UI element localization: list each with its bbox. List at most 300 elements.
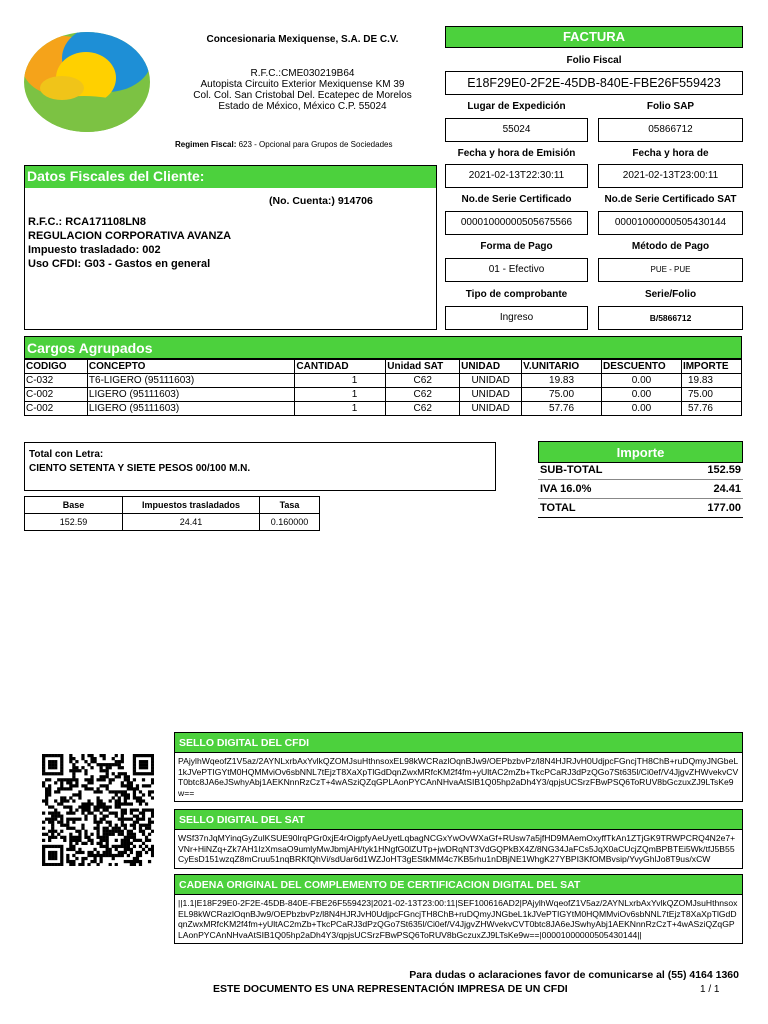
qr-module — [75, 769, 78, 772]
qr-module — [139, 754, 142, 757]
qr-module — [48, 772, 51, 775]
qr-module — [93, 815, 96, 818]
company-name: Concesionaria Mexiquense, S.A. DE C.V. — [206, 34, 399, 45]
qr-module — [133, 857, 136, 860]
qr-module — [84, 808, 87, 811]
qr-module — [75, 778, 78, 781]
qr-module — [90, 757, 93, 760]
qr-module — [100, 842, 103, 845]
qr-module — [48, 830, 51, 833]
qr-module — [45, 778, 48, 781]
col-concepto: CONCEPTO — [87, 360, 295, 374]
qr-module — [63, 796, 66, 799]
qr-module — [145, 836, 148, 839]
fecha-emision-label: Fecha y hora de Emisión — [457, 148, 576, 159]
qr-module — [90, 842, 93, 845]
qr-module — [109, 763, 112, 766]
qr-module — [72, 863, 75, 866]
qr-module — [124, 860, 127, 863]
qr-module — [60, 860, 63, 863]
footer-contacto: Para dudas o aclaraciones favor de comunicarse al (55) 4164 1360 — [409, 969, 739, 981]
qr-module — [136, 839, 139, 842]
qr-module — [121, 790, 124, 793]
col-unidad: UNIDAD — [460, 360, 522, 374]
qr-module — [48, 790, 51, 793]
qr-module — [109, 812, 112, 815]
qr-module — [60, 848, 63, 851]
qr-module — [100, 769, 103, 772]
qr-module — [60, 766, 63, 769]
qr-module — [151, 812, 154, 815]
qr-module — [90, 781, 93, 784]
qr-module — [112, 796, 115, 799]
cell-importe: 19.83 — [681, 374, 741, 388]
qr-module — [133, 833, 136, 836]
qr-module — [127, 793, 130, 796]
qr-module — [142, 824, 145, 827]
qr-module — [133, 772, 136, 775]
qr-module — [124, 851, 127, 854]
qr-module — [57, 863, 60, 866]
qr-module — [96, 808, 99, 811]
qr-module — [54, 815, 57, 818]
qr-module — [151, 754, 154, 757]
qr-module — [54, 851, 57, 854]
page-number: 1 / 1 — [700, 984, 720, 995]
qr-module — [109, 766, 112, 769]
regimen-value: 623 - Opcional para Grupos de Sociedades — [238, 140, 393, 149]
qr-module — [69, 769, 72, 772]
cliente-nombre: REGULACION CORPORATIVA AVANZA — [28, 230, 232, 242]
qr-module — [78, 836, 81, 839]
qr-module — [84, 769, 87, 772]
qr-module — [133, 839, 136, 842]
qr-module — [51, 772, 54, 775]
folio-sap-value: 05866712 — [598, 118, 743, 142]
qr-module — [75, 839, 78, 842]
qr-module — [51, 836, 54, 839]
qr-module — [145, 851, 148, 854]
qr-module — [139, 854, 142, 857]
regimen-label: Regimen Fiscal: — [175, 140, 237, 149]
cell-v-unitario: 19.83 — [522, 374, 602, 388]
qr-module — [142, 833, 145, 836]
qr-module — [103, 802, 106, 805]
forma-pago-value: 01 - Efectivo — [445, 258, 588, 282]
qr-module — [100, 818, 103, 821]
qr-module — [118, 845, 121, 848]
qr-module — [133, 754, 136, 757]
qr-module — [48, 851, 51, 854]
qr-module — [145, 766, 148, 769]
cell-importe: 75.00 — [681, 388, 741, 402]
qr-module — [48, 787, 51, 790]
col-impuestos-trasladados: Impuestos trasladados — [123, 497, 260, 514]
qr-module — [75, 760, 78, 763]
qr-module — [42, 851, 45, 854]
table-row — [25, 514, 320, 531]
qr-module — [121, 766, 124, 769]
qr-module — [87, 778, 90, 781]
qr-module — [151, 763, 154, 766]
qr-module — [75, 851, 78, 854]
total-letra-value: CIENTO SETENTA Y SIETE PESOS 00/100 M.N. — [29, 463, 251, 474]
subtotal-row — [538, 460, 743, 480]
qr-module — [118, 854, 121, 857]
qr-module — [57, 845, 60, 848]
qr-module — [51, 827, 54, 830]
qr-module — [124, 848, 127, 851]
qr-module — [142, 760, 145, 763]
qr-module — [103, 854, 106, 857]
qr-module — [133, 769, 136, 772]
qr-module — [60, 769, 63, 772]
qr-module — [133, 824, 136, 827]
serie-certificado-sat-value: 00001000000505430144 — [598, 211, 743, 235]
cadena-original-text: ||1.1|E18F29E0-2F2E-45DB-840E-FBE26F559423|2021-02-13T23:00:11|SEF100616AD2|PAjylhWqeofZ1V5az/2AYNLxrbAxYvlkQZOMJsuHthnsoxEL98kWCRazlOqnBJw9/OEPbzbvPz/l8N4HJRJvH0UdjpcFGncjTH8ChB+ruDQmyJNGbeL1kJVePTIGYtM0HQMMviOv6sbNNL7tEjzT8XaXpTlGdDqnZwxMRfcKM2f4fm+yUltAC2mZb+TkcPCaRJ3dPzQGo7St635l/Ci0ef/V4JjgvZHWvekvCVT0btc8JA6eJSwhyAbj1AEKNnnRzCzT+4wASziQZqGPLAonPYCAnNHvaAtSIB1Q05hp2aDh4Y3/qpjsUCSrzFBwPSQ6ToRUV8bGczuxZJ9LTsKe9w==|00001000000505430144|| — [174, 895, 743, 944]
qr-module — [139, 790, 142, 793]
qr-module — [136, 772, 139, 775]
qr-module — [145, 827, 148, 830]
qr-module — [72, 854, 75, 857]
qr-module — [81, 863, 84, 866]
qr-module — [103, 778, 106, 781]
qr-module — [112, 812, 115, 815]
qr-module — [127, 796, 130, 799]
qr-module — [78, 833, 81, 836]
qr-module — [136, 860, 139, 863]
qr-module — [127, 860, 130, 863]
qr-module — [75, 793, 78, 796]
qr-module — [60, 763, 63, 766]
qr-module — [93, 790, 96, 793]
impuestos-header-row — [25, 497, 320, 514]
qr-module — [96, 863, 99, 866]
qr-module — [139, 772, 142, 775]
total-value: 177.00 — [707, 502, 741, 514]
qr-module — [54, 799, 57, 802]
qr-module — [66, 827, 69, 830]
qr-module — [118, 799, 121, 802]
qr-module — [136, 815, 139, 818]
qr-module — [51, 815, 54, 818]
qr-module — [93, 854, 96, 857]
qr-module — [60, 757, 63, 760]
qr-module — [84, 802, 87, 805]
qr-module — [139, 766, 142, 769]
qr-module — [60, 784, 63, 787]
qr-module — [66, 857, 69, 860]
qr-module — [48, 766, 51, 769]
qr-module — [42, 754, 45, 757]
qr-module — [51, 821, 54, 824]
qr-module — [100, 775, 103, 778]
qr-module — [136, 754, 139, 757]
subtotal-label: SUB-TOTAL — [540, 464, 603, 476]
qr-module — [148, 790, 151, 793]
qr-module — [112, 857, 115, 860]
qr-module — [63, 824, 66, 827]
qr-module — [106, 836, 109, 839]
qr-module — [145, 808, 148, 811]
qr-module — [90, 760, 93, 763]
qr-module — [57, 812, 60, 815]
serie-certificado-sat-label: No.de Serie Certificado SAT — [604, 194, 737, 205]
qr-module — [103, 830, 106, 833]
qr-module — [121, 802, 124, 805]
qr-module — [96, 805, 99, 808]
qr-module — [106, 827, 109, 830]
fecha-emision-value: 2021-02-13T22:30:11 — [445, 164, 588, 188]
qr-module — [115, 763, 118, 766]
qr-module — [130, 836, 133, 839]
qr-module — [96, 836, 99, 839]
qr-module — [87, 808, 90, 811]
cell-base: 152.59 — [25, 514, 123, 531]
qr-module — [115, 805, 118, 808]
qr-module — [133, 760, 136, 763]
footer-representacion: ESTE DOCUMENTO ES UNA REPRESENTACIÓN IMPRESA DE UN CFDI — [213, 983, 568, 995]
company-address-line1: Autopista Circuito Exterior Mexiquense KM 39 — [200, 79, 405, 90]
qr-module — [106, 784, 109, 787]
qr-module — [148, 754, 151, 757]
qr-module — [78, 796, 81, 799]
col-importe: IMPORTE — [681, 360, 741, 374]
qr-module — [121, 781, 124, 784]
qr-module — [60, 781, 63, 784]
qr-module — [48, 863, 51, 866]
qr-module — [42, 799, 45, 802]
qr-module — [136, 796, 139, 799]
qr-module — [75, 818, 78, 821]
qr-module — [90, 839, 93, 842]
qr-module — [87, 839, 90, 842]
qr-module — [100, 802, 103, 805]
col-codigo: CODIGO — [25, 360, 88, 374]
qr-module — [90, 802, 93, 805]
cell-v-unitario: 57.76 — [522, 402, 602, 416]
qr-module — [118, 833, 121, 836]
qr-module — [51, 754, 54, 757]
qr-module — [69, 812, 72, 815]
qr-module — [139, 860, 142, 863]
qr-module — [69, 754, 72, 757]
qr-module — [51, 812, 54, 815]
qr-module — [151, 781, 154, 784]
qr-module — [81, 754, 84, 757]
qr-module — [121, 842, 124, 845]
qr-module — [103, 757, 106, 760]
qr-module — [106, 769, 109, 772]
qr-module — [118, 851, 121, 854]
sello-cfdi-text: PAjylhWqeofZ1V5az/2AYNLxrbAxYvlkQZOMJsuHthnsoxEL98kWCRazlOqnBJw9/OEPbzbvPz/l8N4HJRJvH0UdjpcFGncjTH8ChB+ruDQmyJNGbeL1kJVePTIGYtM0HQMMviOv6sbNNL7tEjzT8XaXpTlGdDqnZwxMRfcKM2f4fm+yUltAC2mZb+TkcPCaRJ3dPzQGo7St635l/Ci0ef/V4JjgvZHWvekvCVT0btc8JA6eJSwhyAbj1AEKNnnRzCzT+4wASziQZqGPLAonPYCAnNHvaAtSIB1Q05hp2aDh4Y3/qpjsUCSrzFBwPSQ6ToRUV8bGczuxZJ9LTsKe9w== — [174, 753, 743, 802]
qr-module — [51, 833, 54, 836]
cargos-title: Cargos Agrupados — [24, 336, 742, 359]
qr-module — [69, 860, 72, 863]
qr-module — [45, 772, 48, 775]
qr-module — [106, 848, 109, 851]
table-row — [25, 374, 742, 388]
qr-module — [69, 848, 72, 851]
qr-module — [115, 754, 118, 757]
qr-module — [136, 854, 139, 857]
qr-module — [118, 775, 121, 778]
qr-module — [54, 830, 57, 833]
cliente-title: Datos Fiscales del Cliente: — [25, 166, 436, 188]
qr-module — [57, 802, 60, 805]
cell-codigo: C-002 — [25, 388, 88, 402]
qr-module — [127, 784, 130, 787]
cell-unidad-sat: C62 — [386, 402, 460, 416]
qr-module — [75, 781, 78, 784]
qr-module — [148, 860, 151, 863]
cell-cantidad: 1 — [295, 388, 386, 402]
qr-module — [90, 812, 93, 815]
qr-module — [151, 757, 154, 760]
qr-module — [90, 778, 93, 781]
qr-module — [100, 857, 103, 860]
qr-module — [57, 778, 60, 781]
qr-module — [93, 760, 96, 763]
iva-value: 24.41 — [713, 483, 741, 495]
qr-module — [78, 793, 81, 796]
qr-module — [100, 763, 103, 766]
qr-module — [127, 854, 130, 857]
qr-module — [145, 802, 148, 805]
qr-module — [42, 860, 45, 863]
qr-module — [45, 845, 48, 848]
qr-module — [136, 818, 139, 821]
qr-module — [78, 805, 81, 808]
qr-module — [48, 821, 51, 824]
col-base: Base — [25, 497, 123, 514]
qr-module — [145, 839, 148, 842]
qr-module — [106, 830, 109, 833]
qr-module — [145, 772, 148, 775]
col-unidad-sat: Unidad SAT — [386, 360, 460, 374]
qr-module — [54, 818, 57, 821]
qr-module — [72, 860, 75, 863]
qr-module — [142, 763, 145, 766]
impuestos-table — [24, 496, 320, 531]
qr-module — [142, 830, 145, 833]
qr-module — [84, 778, 87, 781]
qr-module — [142, 799, 145, 802]
qr-module — [72, 757, 75, 760]
qr-module — [133, 790, 136, 793]
qr-module — [51, 854, 54, 857]
qr-module — [148, 839, 151, 842]
qr-module — [109, 790, 112, 793]
forma-pago-label: Forma de Pago — [480, 241, 553, 252]
qr-module — [133, 827, 136, 830]
qr-module — [127, 833, 130, 836]
qr-module — [127, 830, 130, 833]
qr-module — [84, 818, 87, 821]
qr-module — [90, 833, 93, 836]
qr-module — [139, 796, 142, 799]
qr-module — [121, 757, 124, 760]
qr-module — [51, 766, 54, 769]
qr-module — [75, 857, 78, 860]
qr-module — [127, 845, 130, 848]
qr-module — [115, 790, 118, 793]
qr-module — [130, 860, 133, 863]
qr-module — [100, 845, 103, 848]
cell-impuestos: 24.41 — [123, 514, 260, 531]
col-tasa: Tasa — [260, 497, 320, 514]
qr-module — [42, 845, 45, 848]
qr-module — [60, 754, 63, 757]
qr-module — [87, 802, 90, 805]
qr-module — [81, 802, 84, 805]
qr-module — [42, 769, 45, 772]
qr-module — [45, 818, 48, 821]
qr-module — [118, 796, 121, 799]
qr-module — [100, 805, 103, 808]
qr-module — [96, 827, 99, 830]
qr-code — [42, 754, 154, 866]
qr-module — [69, 845, 72, 848]
cliente-rfc: R.F.C.: RCA171108LN8 — [28, 216, 146, 228]
qr-module — [93, 818, 96, 821]
qr-module — [54, 766, 57, 769]
qr-module — [130, 830, 133, 833]
qr-module — [148, 827, 151, 830]
qr-module — [124, 839, 127, 842]
serie-certificado-label: No.de Serie Certificado — [461, 194, 572, 205]
qr-module — [130, 851, 133, 854]
qr-module — [48, 805, 51, 808]
qr-module — [145, 845, 148, 848]
qr-module — [54, 845, 57, 848]
qr-module — [139, 799, 142, 802]
qr-module — [115, 760, 118, 763]
qr-module — [124, 793, 127, 796]
qr-module — [93, 848, 96, 851]
qr-module — [81, 851, 84, 854]
subtotal-value: 152.59 — [707, 464, 741, 476]
qr-module — [51, 851, 54, 854]
qr-module — [57, 772, 60, 775]
cell-cantidad: 1 — [295, 374, 386, 388]
qr-module — [48, 763, 51, 766]
qr-module — [130, 787, 133, 790]
qr-module — [57, 821, 60, 824]
folio-fiscal-label: Folio Fiscal — [566, 55, 622, 66]
qr-module — [69, 842, 72, 845]
qr-module — [115, 863, 118, 866]
qr-module — [90, 775, 93, 778]
qr-module — [66, 848, 69, 851]
qr-module — [118, 830, 121, 833]
qr-module — [84, 787, 87, 790]
qr-module — [109, 851, 112, 854]
qr-module — [87, 781, 90, 784]
qr-module — [148, 821, 151, 824]
qr-module — [118, 805, 121, 808]
qr-module — [69, 796, 72, 799]
qr-module — [142, 772, 145, 775]
qr-module — [136, 808, 139, 811]
qr-module — [42, 833, 45, 836]
cell-tasa: 0.160000 — [260, 514, 320, 531]
metodo-pago-label: Método de Pago — [631, 241, 710, 252]
qr-module — [118, 772, 121, 775]
cliente-impuesto: Impuesto trasladado: 002 — [28, 244, 161, 256]
qr-module — [142, 766, 145, 769]
fecha-certificacion-value: 2021-02-13T23:00:11 — [598, 164, 743, 188]
